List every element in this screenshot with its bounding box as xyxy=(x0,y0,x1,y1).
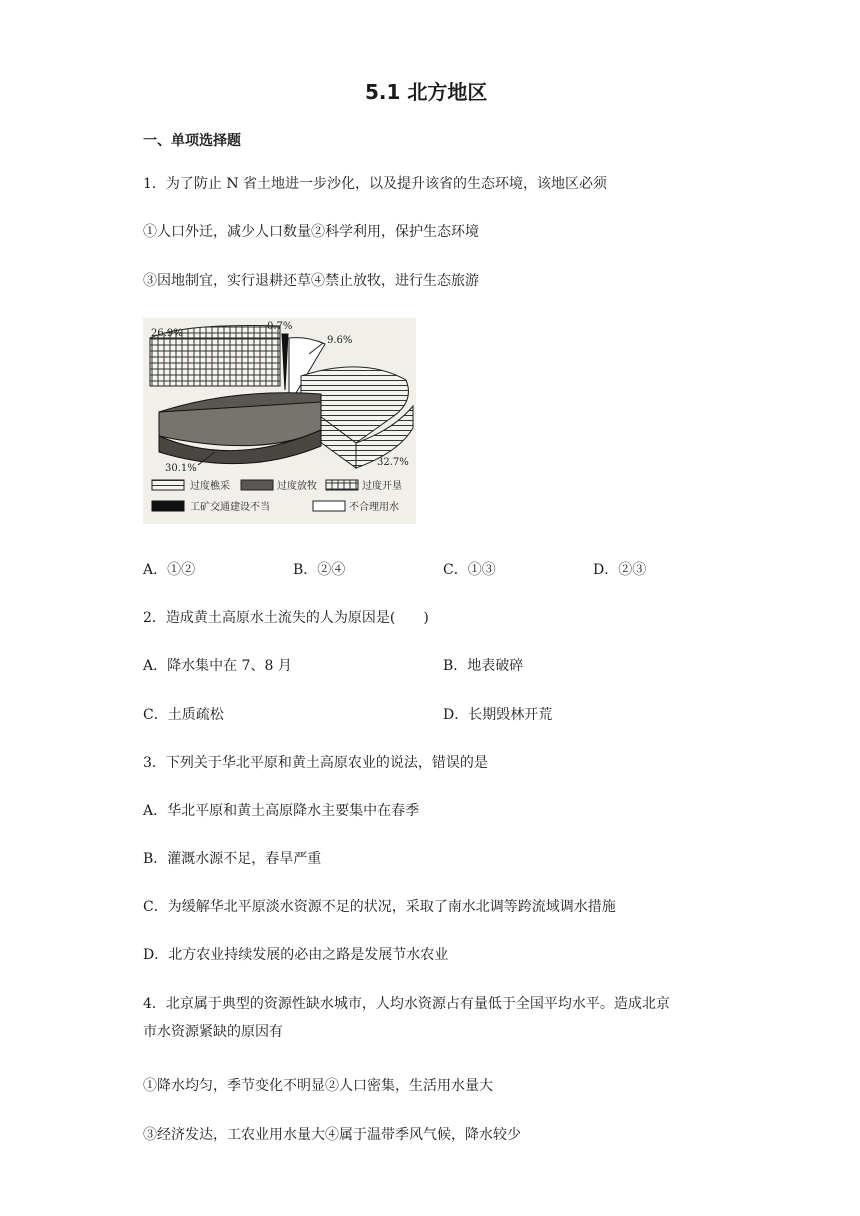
section-heading: 一、单项选择题 xyxy=(143,133,241,149)
question-1-option-c[interactable]: C．①③ xyxy=(443,562,496,578)
legend-swatch-overcutting xyxy=(152,480,184,490)
legend-swatch-overcultivation xyxy=(326,480,358,490)
value-label-water: 9.6% xyxy=(327,335,353,346)
question-3-option-c[interactable]: C．为缓解华北平原淡水资源不足的状况，采取了南水北调等跨流域调水措施 xyxy=(143,899,616,915)
question-2-option-c[interactable]: C．土质疏松 xyxy=(143,707,224,723)
question-3-option-d[interactable]: D．北方农业持续发展的必由之路是发展节水农业 xyxy=(143,947,449,963)
question-2-option-b[interactable]: B．地表破碎 xyxy=(443,658,524,674)
pie-chart-svg xyxy=(143,318,416,524)
question-2-option-d[interactable]: D．长期毁林开荒 xyxy=(443,707,553,723)
question-4-item-a: ①降水均匀，季节变化不明显②人口密集，生活用水量大 xyxy=(143,1078,493,1094)
legend-label-mining-transport: 工矿交通建设不当 xyxy=(190,502,270,513)
question-1-option-b[interactable]: B．②④ xyxy=(293,562,346,578)
question-1-stem: 1．为了防止 N 省土地进一步沙化，以及提升该省的生态环境，该地区必须 xyxy=(143,176,608,192)
question-1-option-a[interactable]: A．①② xyxy=(143,562,196,578)
value-label-mining-transport: 0.7% xyxy=(267,321,293,332)
question-1-item-b: ③因地制宜，实行退耕还草④禁止放牧，进行生态旅游 xyxy=(143,273,479,289)
page-title: 5.1 北方地区 xyxy=(365,80,488,104)
question-3-option-a[interactable]: A．华北平原和黄土高原降水主要集中在春季 xyxy=(143,803,420,819)
question-1-item-a: ①人口外迁，减少人口数量②科学利用，保护生态环境 xyxy=(143,224,479,240)
pie-chart-figure xyxy=(143,318,416,524)
value-label-overgrazing: 30.1% xyxy=(165,463,197,474)
question-2-stem: 2．造成黄土高原水土流失的人为原因是( ) xyxy=(143,610,429,626)
question-2-option-a[interactable]: A．降水集中在 7、8 月 xyxy=(143,658,292,674)
question-3-option-b[interactable]: B．灌溉水源不足，春旱严重 xyxy=(143,851,322,867)
legend-swatch-water xyxy=(313,501,345,511)
legend-label-overcutting: 过度樵采 xyxy=(190,481,230,492)
value-label-overcultivation: 26.9% xyxy=(151,328,183,339)
question-4-item-b: ③经济发达，工农业用水量大④属于温带季风气候，降水较少 xyxy=(143,1127,521,1143)
question-4-stem-line-2: 市水资源紧缺的原因有 xyxy=(143,1024,283,1040)
legend-label-overgrazing: 过度放牧 xyxy=(277,481,317,492)
legend-label-water: 不合理用水 xyxy=(349,502,399,513)
pie-slice-mining-transport xyxy=(282,334,288,390)
question-1-option-d[interactable]: D．②③ xyxy=(593,562,647,578)
value-label-overcutting: 32.7% xyxy=(377,457,409,468)
chart-legend xyxy=(152,479,402,513)
question-3-stem: 3．下列关于华北平原和黄土高原农业的说法，错误的是 xyxy=(143,755,488,771)
question-4-stem-line-1: 4．北京属于典型的资源性缺水城市，人均水资源占有量低于全国平均水平。造成北京 xyxy=(143,996,670,1012)
legend-swatch-overgrazing xyxy=(241,480,273,490)
legend-label-overcultivation: 过度开垦 xyxy=(362,481,402,492)
pie-slice-overgrazing xyxy=(159,393,321,464)
legend-swatch-mining-transport xyxy=(152,501,184,511)
